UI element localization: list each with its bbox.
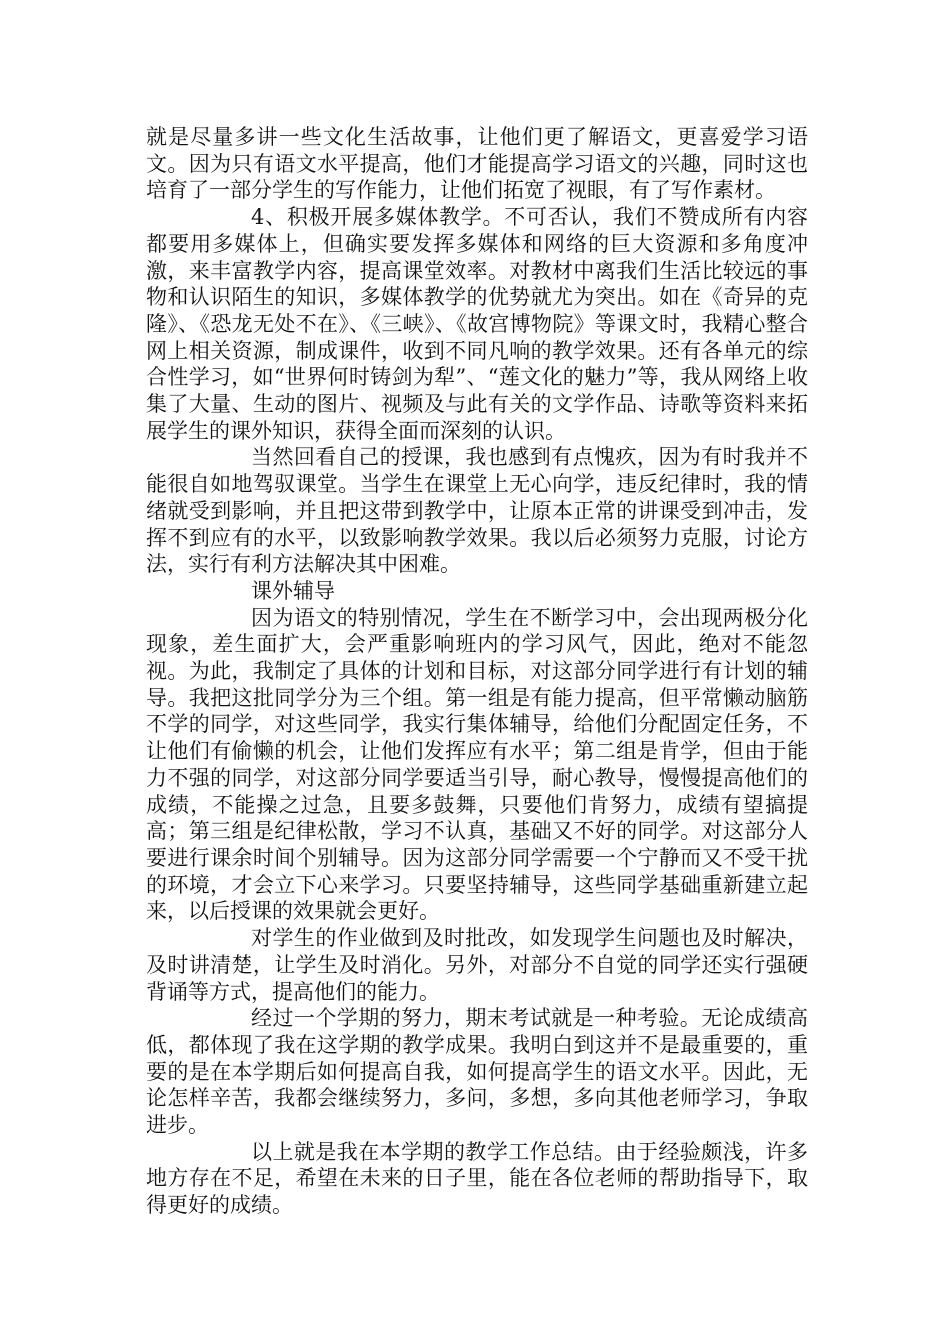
- paragraph-self-reflection: 当然回看自己的授课，我也感到有点愧疚，因为有时我并不能很自如地驾驭课堂。当学生在课堂上无心向学，违反纪律时，我的情绪就受到影响，并且把这带到教学中，让原本正常的讲课受到冲击，发挥不到应有的水平，以致影响教学效果。我以后必须努力克服，讨论方法，实行有利方法解决其中困难。: [146, 445, 808, 577]
- paragraph-homework: 对学生的作业做到及时批改，如发现学生问题也及时解决，及时讲清楚，让学生及时消化。另外，对部分不自觉的同学还实行强硬背诵等方式，提高他们的能力。: [146, 926, 808, 1004]
- section-heading-tutoring: 课外辅导: [251, 578, 335, 603]
- paragraph-conclusion: 以上就是我在本学期的教学工作总结。由于经验颇浅，许多地方存在不足，希望在未来的日子里，能在各位老师的帮助指导下，取得更好的成绩。: [146, 1139, 808, 1218]
- paragraph-semester-effort: 经过一个学期的努力，期末考试就是一种考验。无论成绩高低，都体现了我在这学期的教学成果。我明白到这并不是最重要的，重要的是在本学期后如何提高自我，如何提高学生的语文水平。因此，无论怎样辛苦，我都会继续努力，多问，多想，多向其他老师学习，争取进步。: [146, 1006, 808, 1138]
- document-page: [146, 124, 808, 1219]
- paragraph-tutoring-groups: 因为语文的特别情况，学生在不断学习中，会出现两极分化现象，差生面扩大，会严重影响班内的学习风气，因此，绝对不能忽视。为此，我制定了具体的计划和目标，对这部分同学进行有计划的辅导。我把这批同学分为三个组。第一组是有能力提高，但平常懒动脑筋不学的同学，对这些同学，我实行集体辅导，给他们分配固定任务，不让他们有偷懒的机会，让他们发挥应有水平；第二组是肯学，但由于能力不强的同学，对这部分同学要适当引导，耐心教导，慢慢提高他们的成绩，不能操之过急，且要多鼓舞，只要他们肯努力，成绩有望搞提高；第三组是纪律松散，学习不认真，基础又不好的同学。对这部分人要进行课余时间个别辅导。因为这部分同学需要一个宁静而又不受干扰的环境，才会立下心来学习。只要坚持辅导，这些同学基础重新建立起来，以后授课的效果就会更好。: [146, 605, 808, 924]
- paragraph-multimedia-teaching: 4、积极开展多媒体教学。不可否认，我们不赞成所有内容都要用多媒体上，但确实要发挥多媒体和网络的巨大资源和多角度冲激，来丰富教学内容，提高课堂效率。对教材中离我们生活比较远的事物和认识陌生的知识，多媒体教学的优势就尤为突出。如在《奇异的克隆》、《恐龙无处不在》、《三峡》、《故宫博物院》等课文时，我精心整合网上相关资源，制成课件，收到不同凡响的教学效果。还有各单元的综合性学习，如“世界何时铸剑为犁”、“莲文化的魅力”等，我从网络上收集了大量、生动的图片、视频及与此有关的文学作品、诗歌等资料来拓展学生的课外知识，获得全面而深刻的认识。: [146, 205, 808, 443]
- paragraph-culture-stories: 就是尽量多讲一些文化生活故事，让他们更了解语文，更喜爱学习语文。因为只有语文水平提高，他们才能提高学习语文的兴趣，同时这也培育了一部分学生的写作能力，让他们拓宽了视眼，有了写作素材。: [146, 125, 808, 203]
